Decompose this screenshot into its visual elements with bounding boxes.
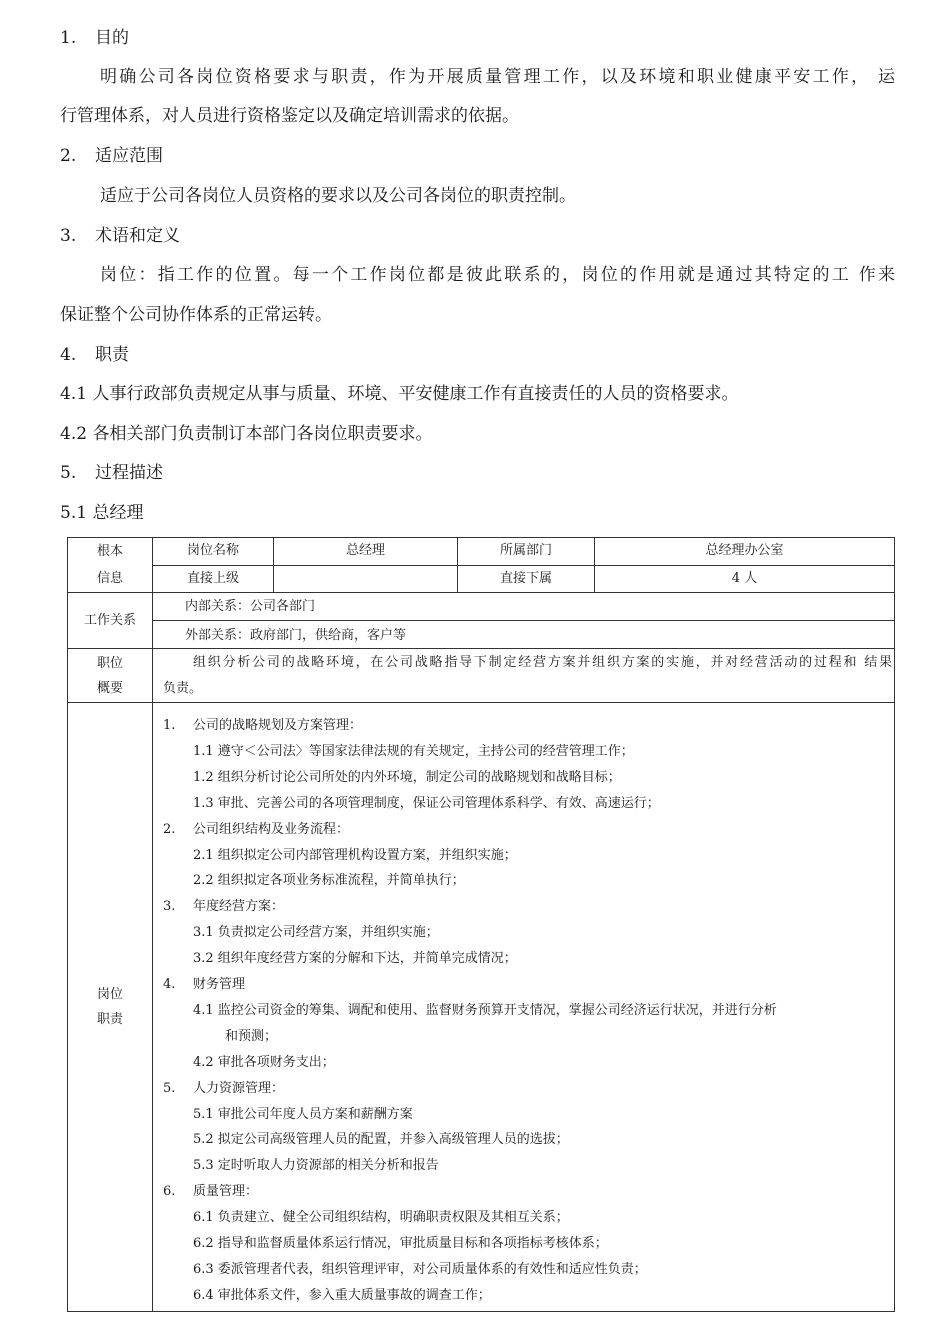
- duty-item: 5.3 定时听取人力资源部的相关分析和报告: [193, 1158, 439, 1174]
- duty-item: 2.2 组织拟定各项业务标准流程，并简单执行；: [193, 873, 465, 889]
- subordinate-label: 直接下属: [458, 565, 595, 593]
- duty-number: 3.: [163, 899, 176, 915]
- section-title: 过程描述: [95, 463, 163, 483]
- duty-item: 和预测；: [225, 1028, 278, 1044]
- paragraph-line: 4.2 各相关部门负责制订本部门各岗位职责要求。: [60, 424, 433, 444]
- section-number: 5.: [60, 463, 77, 483]
- duty-item: 2.1 组织拟定公司内部管理机构设置方案，并组织实施；: [193, 847, 517, 863]
- duty-number: 4.: [163, 977, 176, 992]
- overview-label: 职位 概要: [68, 649, 153, 703]
- dept-value: 总经理办公室: [595, 538, 895, 566]
- overview-cell: [153, 649, 895, 703]
- duty-item: 3.1 负责拟定公司经营方案，并组织实施；: [193, 925, 439, 941]
- paragraph-line: 保证整个公司协作体系的正常运转。: [60, 305, 332, 325]
- duty-number: 1.: [163, 718, 176, 733]
- duty-item: 1.2 组织分析讨论公司所处的内外环境，制定公司的战略规划和战略目标；: [193, 769, 621, 785]
- overview-line: 负责。: [163, 681, 203, 696]
- duty-heading-text: 财务管理: [193, 977, 246, 992]
- duty-heading: [163, 1182, 258, 1202]
- section-number: 3.: [60, 226, 77, 246]
- duty-heading: [163, 1079, 284, 1099]
- superior-label: 直接上级: [153, 565, 274, 593]
- post-name-value: 总经理: [274, 538, 458, 566]
- duty-item: 5.1 审批公司年度人员方案和薪酬方案: [193, 1106, 413, 1122]
- duty-number: 5.: [163, 1080, 176, 1096]
- duty-list: [153, 703, 894, 1311]
- duty-item: 6.3 委派管理者代表，组织管理评审，对公司质量体系的有效性和适应性负责；: [193, 1261, 647, 1277]
- duty-heading-text: 质量管理：: [193, 1184, 259, 1200]
- section-5-heading: [60, 462, 163, 484]
- duty-item: 6.1 负责建立、健全公司组织结构，明确职责权限及其相互关系；: [193, 1210, 569, 1226]
- section-1-heading: [60, 27, 129, 49]
- post-name-label: 岗位名称: [153, 538, 274, 566]
- paragraph-line: 4.1 人事行政部负责规定从事与质量、环境、平安健康工作有直接责任的人员的资格要求。: [60, 384, 739, 404]
- superior-value: [274, 565, 458, 593]
- duty-item: 5.2 拟定公司高级管理人员的配置，并参入高级管理人员的选拔；: [193, 1132, 569, 1148]
- section-number: 4.: [60, 345, 77, 365]
- paragraph-line: 岗位：指工作的位置。每一个工作岗位都是彼此联系的，岗位的作用就是通过其特定的工 作来: [100, 265, 895, 285]
- basic-info-label: 根本 信息: [68, 538, 153, 593]
- duty-item: 3.2 组织年度经营方案的分解和下达，并简单完成情况；: [193, 951, 517, 967]
- duty-number: 6.: [163, 1184, 176, 1200]
- section-title: 适应范围: [95, 146, 163, 166]
- paragraph-line: 明确公司各岗位资格要求与职责，作为开展质量管理工作，以及环境和职业健康平安工作， 运: [100, 67, 895, 87]
- internal-relation: 内部关系：公司各部门: [185, 599, 316, 614]
- duty-heading: [163, 820, 349, 840]
- work-relation-cell: [153, 593, 895, 649]
- duty-heading: [163, 716, 362, 736]
- section-3-heading: [60, 225, 180, 247]
- duty-item: 4.1 监控公司资金的筹集、调配和使用、监督财务预算开支情况，掌握公司经济运行状况，并进行分析: [193, 1002, 777, 1018]
- section-title: 职责: [95, 345, 129, 365]
- duty-item: 4.2 审批各项财务支出；: [193, 1054, 335, 1070]
- duty-cell: [153, 703, 895, 1312]
- section-number: 2.: [60, 146, 77, 166]
- overview-line: 组织分析公司的战略环境，在公司战略指导下制定经营方案并组织方案的实施，并对经营活动的过程和 结果: [193, 655, 892, 670]
- paragraph-line: 适应于公司各岗位人员资格的要求以及公司各岗位的职责控制。: [100, 186, 576, 206]
- job-description-table: [67, 537, 895, 1312]
- section-4-heading: [60, 344, 129, 366]
- section-number: 1.: [60, 28, 77, 48]
- duty-heading: [163, 975, 245, 995]
- duty-item: 1.1 遵守＜公司法〉等国家法律法规的有关规定，主持公司的经营管理工作；: [193, 743, 634, 759]
- duty-label: 岗位 职责: [68, 703, 153, 1312]
- section-title: 目的: [95, 28, 129, 48]
- duty-heading-text: 公司的战略规划及方案管理：: [193, 718, 363, 733]
- duty-item: 1.3 审批、完善公司的各项管理制度，保证公司管理体系科学、有效、高速运行；: [193, 795, 660, 811]
- subsection-heading: 5.1 总经理: [60, 503, 144, 523]
- duty-item: 6.2 指导和监督质量体系运行情况，审批质量目标和各项指标考核体系；: [193, 1236, 608, 1251]
- duty-heading-text: 人力资源管理：: [193, 1080, 285, 1096]
- dept-label: 所属部门: [458, 538, 595, 566]
- section-2-heading: [60, 145, 163, 167]
- external-relation: 外部关系：政府部门，供给商，客户等: [185, 628, 407, 643]
- duty-heading-text: 年度经营方案：: [193, 899, 285, 915]
- duty-heading-text: 公司组织结构及业务流程：: [193, 821, 350, 837]
- work-relation-label: 工作关系: [68, 593, 153, 649]
- section-title: 术语和定义: [95, 226, 180, 246]
- duty-item: 6.4 审批体系文件，参入重大质量事故的调查工作；: [193, 1287, 491, 1303]
- paragraph-line: 行管理体系，对人员进行资格鉴定以及确定培训需求的依据。: [60, 106, 519, 126]
- subordinate-value: 4 人: [595, 565, 895, 593]
- duty-heading: [163, 897, 284, 917]
- duty-number: 2.: [163, 821, 176, 837]
- divider: [153, 620, 894, 621]
